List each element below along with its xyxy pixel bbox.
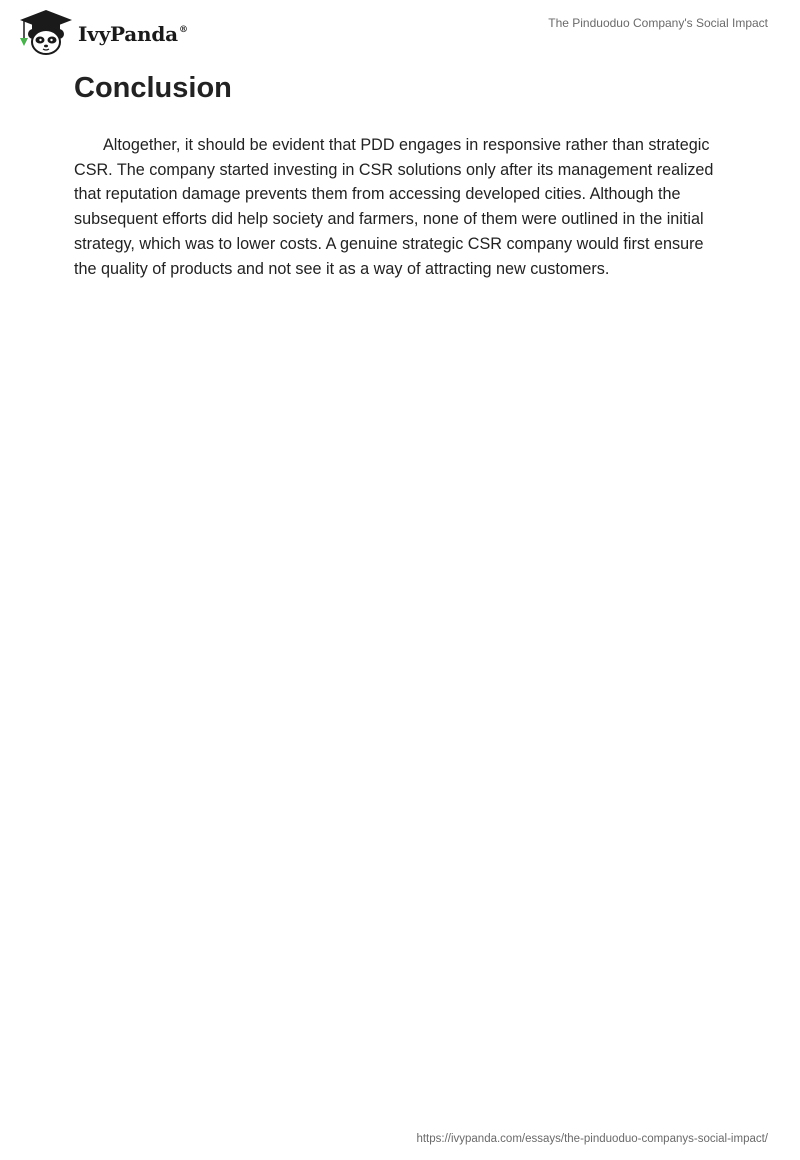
running-title: The Pinduoduo Company's Social Impact xyxy=(548,16,768,30)
registered-mark: ® xyxy=(178,25,188,35)
site-logo[interactable] xyxy=(16,8,188,56)
panda-graduation-cap-icon xyxy=(16,8,76,56)
section-heading: Conclusion xyxy=(74,72,232,104)
source-url[interactable]: https://ivypanda.com/essays/the-pinduoduo-companys-social-impact/ xyxy=(416,1133,768,1145)
logo-wordmark: IvyPanda® xyxy=(78,22,188,46)
body-paragraph: Altogether, it should be evident that PDD engages in responsive rather than strategic CSR. The company started investing in CSR solutions only after its management realized that reputation damage prevents them from accessing developed cities. Although the subsequent efforts did help society and farmers, none of them were outlined in the initial strategy, which was to lower costs. A genuine strategic CSR company would first ensure the quality of products and not see it as a way of attracting new customers. xyxy=(74,136,714,278)
